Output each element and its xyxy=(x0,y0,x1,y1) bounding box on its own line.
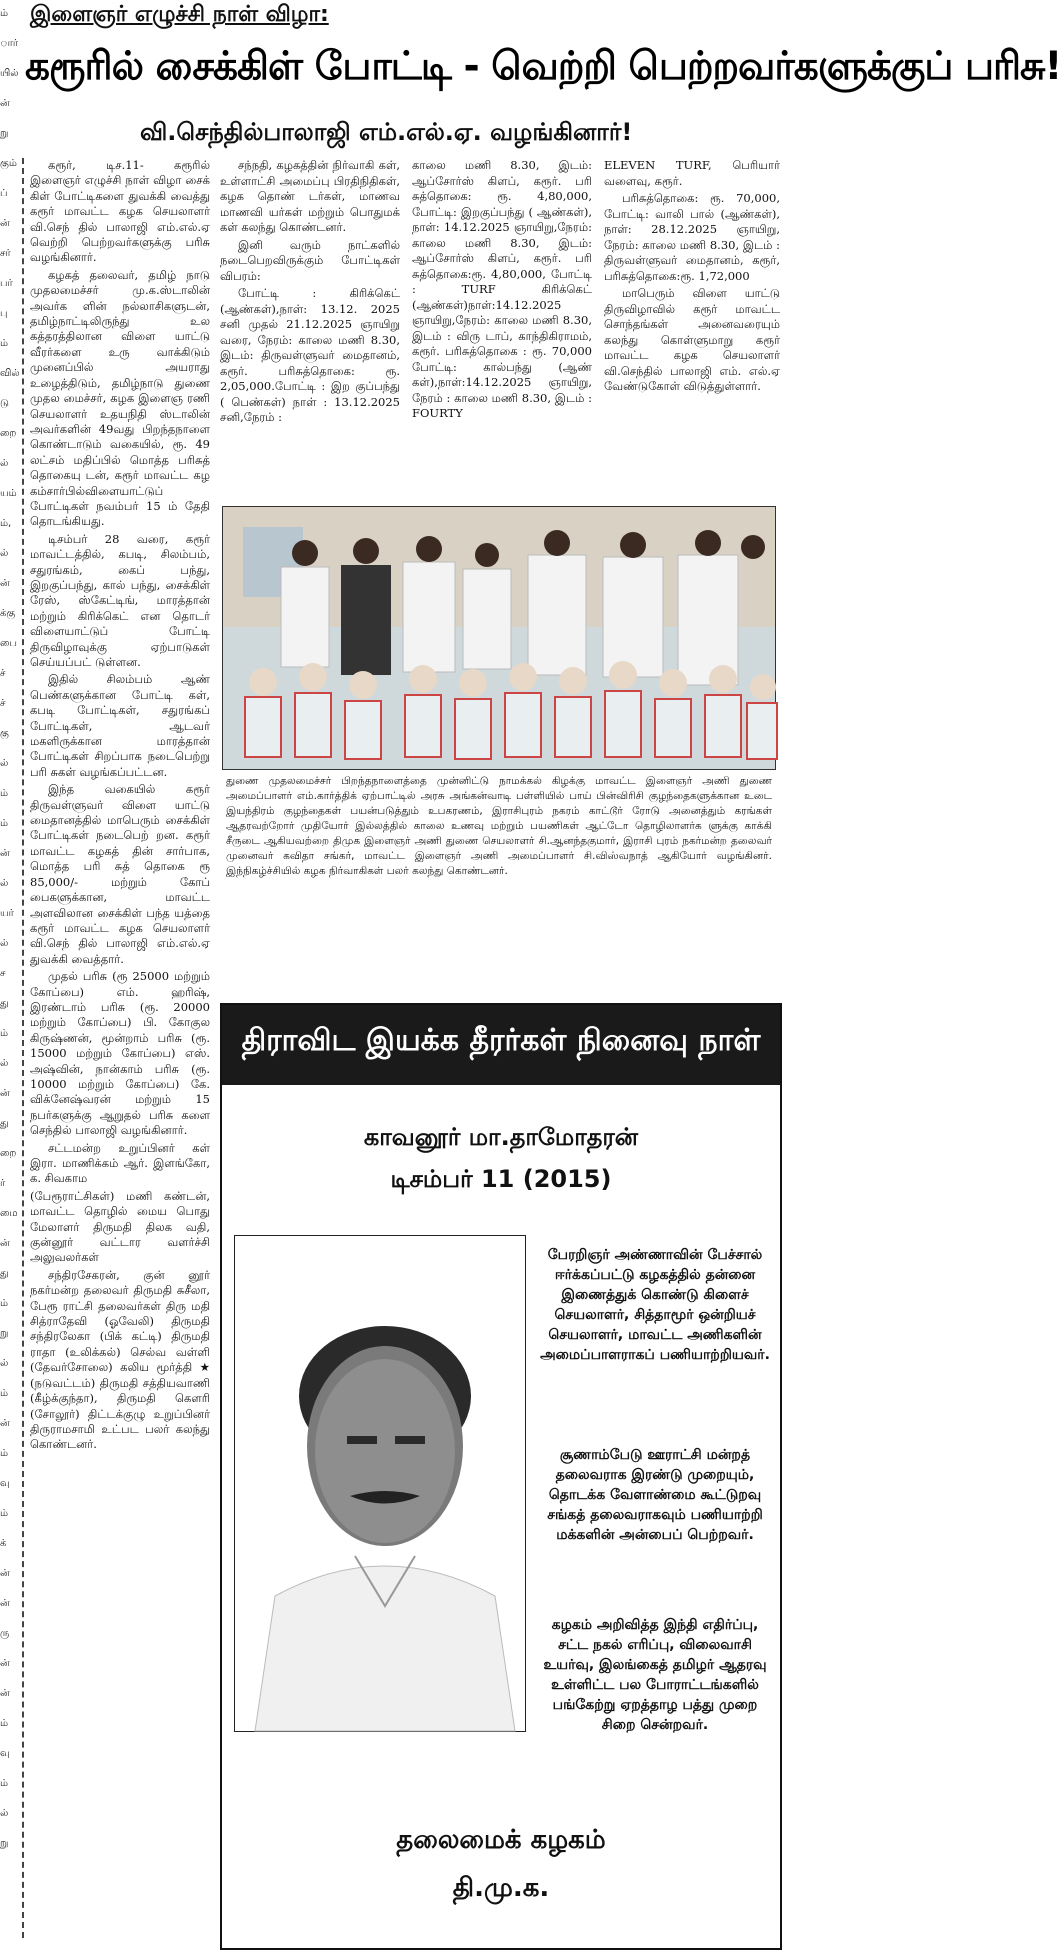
edge-fragment: ன் xyxy=(0,1598,10,1609)
edge-fragment: ன் xyxy=(0,1418,10,1429)
edge-fragment: வில் xyxy=(0,368,20,379)
col1-paragraph: சட்டமன்ற உறுப்பினர் கள் இரா. மாணிக்கம் ஆர். இளங்கோ, க. சிவகாம xyxy=(30,1140,210,1186)
memorial-signature-headquarters: தலைமைக் கழகம் xyxy=(396,1825,606,1855)
edge-fragment: ம் xyxy=(0,1028,9,1039)
edge-fragment: ம் xyxy=(0,1778,9,1789)
memorial-notice xyxy=(220,1003,782,1950)
edge-fragment: ம் xyxy=(0,788,9,799)
col2-paragraph: இனி வரும் நாட்களில் நடைபெறவிருக்கும் போட்டிகள் விபரம்: xyxy=(220,237,400,283)
news-photo xyxy=(222,506,776,770)
edge-fragment: ல் xyxy=(0,548,9,559)
col1-paragraph: டிசம்பர் 28 வரை, கரூர் மாவட்டத்தில், கபடி, சிலம்பம், சதுரங்கம், கைப் பந்து, இறகுப்பந்து, கால் பந்து, சைக்கிள் ரேஸ், ஸ்கேட்டிங், மாரத்தான் மற்றும் கிரிக்கெட் என தொடர் விளையாட்டுப் போட்டி திருவிழாவுக்கு ஏற்பாடுகள் செய்யப்பட் டுள்ளன. xyxy=(30,531,210,669)
edge-fragment: து xyxy=(0,1268,9,1279)
edge-fragment: க்கு xyxy=(0,608,16,619)
photo-caption: துணை முதலமைச்சர் பிறந்தநாளைத்தை முன்னிட்டு நாமக்கல் கிழக்கு மாவட்ட இளைஞர் அணி துணை அமைப்பாளர் எம்.கார்த்திக் ஏற்பாட்டில் அரசு அங்கன்வாடி பள்ளியில் பாய் பின்விரிசி குழந்தைகளுக்கான உடை இயந்திரம் குழந்தைகள் பயன்படுத்தும் உபகரணம், இராசிபுரம் நகரம் காட்டூர் ரோடு அனைத்தும் கரங்கள் ஆதரவற்றோர் முதியோர் இல்லத்தில் காலை உணவு மற்றும் பயணிகள் ஆட்டோ தொழிலாளர்க ளுக்கு காக்கி சீருடை ஆகியவற்றை திமுக இளைஞர் அணி துணை செயலாளர் சி.ஆனந்தகுமார், இராசி புரம் நகர்மன்ற தலைவர் முனைவர் கவிதா சங்கர், மாவட்ட இளைஞர் அணி அமைப்பாளர் சி.விஸ்வநாத் ஆகியோர் வழங்கினர். இந்நிகழ்ச்சியில் கழக நிர்வாகிகள் பலர் கலந்து கொண்டனர். xyxy=(226,775,772,877)
edge-fragment: ல் xyxy=(0,458,9,469)
edge-fragment: யில் xyxy=(0,68,19,79)
memorial-bio-2: சூணாம்பேடு ஊராட்சி மன்றத் தலைவராக இரண்டு முறையும், தொடக்க வேளாண்மை கூட்டுறவு சங்கத் தலைவராகவும் பணியாற்றி மக்களின் அன்பைப் பெற்றவர். xyxy=(547,1447,763,1543)
portrait-illustration xyxy=(235,1236,525,1731)
col4-paragraph: பரிசுத்தொகை: ரூ. 70,000, போட்டி: வாலி பால் (ஆண்கள்), நாள்: 28.12.2025 ஞாயிறு, நேரம்: காலை மணி 8.30, இடம் : திருவள்ளுவர் மைதானம், கரூர், பரிசுத்தொகை:ரூ. 1,72,000 xyxy=(604,191,780,283)
col1-paragraph: இந்த வகையில் கரூர் திருவள்ளுவர் விளை யாட்டு மைதானத்தில் மாபெரும் சைக்கிள் போட்டிகள் நடைபெற் றன. கரூர் மாவட்ட கழகத் தின் சார்பாக, மொத்த பரி சுத் தொகை ரூ 85,000/- மற்றும் கோப் பைகளுக்கான, மாவட்ட அளவிலான சைக்கிள் பந்த யத்தை கரூர் மாவட்ட கழக செயலாளர் வி.செந் தில் பாலாஜி எம்.எல்.ஏ துவக்கி வைத்தார். xyxy=(30,782,210,966)
article-headline: கரூரில் சைக்கிள் போட்டி - வெற்றி பெற்றவர்களுக்குப் பரிசு! xyxy=(25,44,1061,89)
edge-fragment: ச xyxy=(0,968,6,979)
edge-fragment: மை xyxy=(0,1208,18,1219)
col2-paragraph: போட்டி : கிரிக்கெட் (ஆண்கள்),நாள்: 13.12. 2025 சனி முதல் 21.12.2025 ஞாயிறு வரை, நேரம்: காலை மணி 8.30, இடம்: திருவள்ளுவர் மைதானம், கரூர். பரிசுத்தொகை: ரூ. 2,05,000.போட்டி : இற குப்பந்து ( பெண்கள்) நாள் : 13.12.2025 சனி,நேரம் : xyxy=(220,286,400,424)
memorial-name: காவனூர் மா.தாமோதரன் xyxy=(363,1123,639,1151)
edge-fragment: ம் xyxy=(0,818,9,829)
edge-fragment: றை xyxy=(0,1148,17,1159)
edge-fragment: ன் xyxy=(0,848,10,859)
article-subhead: வி.செந்தில்பாலாஜி எம்.எல்.ஏ. வழங்கினார்! xyxy=(140,118,633,146)
article-column-4 xyxy=(604,158,780,397)
edge-fragment: று xyxy=(0,1328,9,1339)
col4-paragraph: மாபெரும் விளை யாட்டு திருவிழாவில் கரூர் மாவட்ட சொந்தங்கள் அனைவரையும் கலந்து கொள்ளுமாறு கரூர் மாவட்ட கழக செயலாளர் வி.செந்தில் பாலாஜி எம். எல்.ஏ வேண்டுகோள் விடுத்துள்ளார். xyxy=(604,286,780,393)
edge-fragment: யர் xyxy=(0,908,14,919)
edge-fragment: றை xyxy=(0,428,17,439)
edge-fragment: டு xyxy=(0,398,9,409)
article-column-1 xyxy=(30,158,210,1455)
memorial-date: டிசம்பர் 11 (2015) xyxy=(390,1165,612,1193)
edge-fragment: ன் xyxy=(0,1088,10,1099)
edge-fragment: ல் xyxy=(0,1058,9,1069)
memorial-title: திராவிட இயக்க தீரர்கள் நினைவு நாள் xyxy=(241,1023,761,1058)
col1-paragraph: கழகத் தலைவர், தமிழ் நாடு முதலமைச்சர் மு.க.ஸ்டாலின் அவர்க ளின் நல்லாசிகளுடன், தமிழ்நாட்டிலிருந்து உல கத்தரத்திலான விளை யாட்டு வீரர்களை உரு வாக்கிடும் முனைப்பில் அயராது உழைத்திடும், தமிழ்நாடு துணை முதல மைச்சர், கழக இளைஞ ரணி செயலாளர் உதயநிதி ஸ்டாலின் அவர்களின் 49வது பிறந்தநாளை கொண்டாடும் வகையில், ரூ. 49 லட்சம் மதிப்பில் மொத்த பரிசுத் தொகையு டன், கரூர் மாவட்ட கழ கம்சார்பில்விளையாட்டுப் போட்டிகள் நவம்பர் 15 ம் தேதி தொடங்கியது. xyxy=(30,267,210,529)
col1-paragraph: (பேரூராட்சிகள்) மணி கண்டன், மாவட்ட தொழில் மைய பொது மேலாளர் திருமதி திலக வதி, குன்னூர் வட்டார வளர்ச்சி அலுவலர்கள் xyxy=(30,1188,210,1265)
edge-fragment: வு xyxy=(0,1478,10,1489)
edge-fragment: ம் xyxy=(0,1718,9,1729)
edge-fragment: ல் xyxy=(0,1808,9,1819)
edge-fragment: ம் xyxy=(0,1508,9,1519)
edge-fragment: சர் xyxy=(0,248,11,259)
col2-paragraph: சந்நதி, கழகத்தின் நிர்வாகி கள், உள்ளாட்சி அமைப்பு பிரதிநிதிகள், கழக தொண் டர்கள், மாணவ மாணவி யர்கள் மற்றும் பொதுமக் கள் கலந்து கொண்டனர். xyxy=(220,158,400,234)
edge-fragment: ச் xyxy=(0,668,6,679)
edge-fragment: ல் xyxy=(0,1358,9,1369)
edge-fragment: கு xyxy=(0,728,9,739)
edge-fragment: பை xyxy=(0,638,17,649)
edge-fragment: ன் xyxy=(0,1568,10,1579)
edge-fragment: ம் xyxy=(0,1388,9,1399)
col1-paragraph: இதில் சிலம்பம் ஆண் பெண்களுக்கான போட்டி கள், கபடி போட்டிகள், சதுரங்கப் போட்டிகள், ஆடவர் மகளிருக்கான மாரத்தான் போட்டிகள் சிறப்பாக நடைபெற்று பரி சுகள் வழங்கப்பட்டன. xyxy=(30,672,210,779)
edge-fragment: ல் xyxy=(0,878,9,889)
edge-fragment: ர் xyxy=(0,1178,6,1189)
edge-fragment: ம், xyxy=(0,518,12,529)
edge-fragment: ம் xyxy=(0,1298,9,1309)
edge-fragment: கும் xyxy=(0,158,17,169)
edge-fragment: து xyxy=(0,1118,9,1129)
edge-fragment: ம் xyxy=(0,338,9,349)
edge-fragment: ரு xyxy=(0,1628,10,1639)
edge-fragment: ன் xyxy=(0,1658,10,1669)
col1-paragraph: முதல் பரிசு (ரூ 25000 மற்றும் கோப்பை) எம். ஹரிஷ், இரண்டாம் பரிசு (ரூ. 20000 மற்றும் கோப்பை) பி. கோகுல கிருஷ்ணன், மூன்றாம் பரிசு (ரூ. 15000 மற்றும் கோப்பை) எஸ். அஷ்வின், நான்காம் பரிசு (ரூ. 10000 மற்றும் கோப்பை) கே. விக்னேஷ்வரன் மற்றும் 15 நபர்களுக்கு ஆறுதல் பரிசு களை செந்தில் பாலாஜி வழங்கினார். xyxy=(30,969,210,1138)
edge-fragment: ல் xyxy=(0,938,9,949)
article-column-2 xyxy=(220,158,400,428)
edge-fragment: ன் xyxy=(0,1688,10,1699)
edge-fragment: க் xyxy=(0,1538,7,1549)
edge-fragment: ார் xyxy=(0,38,19,49)
left-edge-fragments xyxy=(0,6,20,1946)
col3-paragraph: காலை மணி 8.30, இடம்: ஆப்சோர்ஸ் கிளப், கரூர். பரி சுத்தொகை: ரூ. 4,80,000, போட்டி: இறகுப்பந்து ( ஆண்கள்), நாள்: 14.12.2025 ஞாயிறு,நேரம்: காலை மணி 8.30, இடம்: ஆப்சோர்ஸ் கிளப், கரூர். பரி சுத்தொகை:ரூ. 4,80,000, போட்டி : TURF கிரிக்கெட் (ஆண்கள்)நாள்:14.12.2025 ஞாயிறு,நேரம்: காலை மணி 8.30, இடம் : விரு டாப், காந்திகிராமம், கரூர். பரிசுத்தொகை : ரூ. 70,000 போட்டி: கால்பந்து (ஆண் கள்),நாள்:14.12.2025 ஞாயிறு, நேரம் : காலை மணி 8.30, இடம் : FOURTY xyxy=(412,158,592,420)
edge-fragment: வு xyxy=(0,1748,10,1759)
edge-fragment: ம் xyxy=(0,8,9,19)
article-column-3 xyxy=(412,158,592,424)
edge-fragment: று xyxy=(0,128,9,139)
col1-paragraph: சந்திரசேகரன், குன் னூர் நகர்மன்ற தலைவர் திருமதி சுசீலா, பேரூ ராட்சி தலைவர்கள் திரு மதி சித்ராதேவி (ஓவேலி) திருமதி சந்திரலேகா (பிக் கட்டி) திருமதி ராதா (உலிக்கல்) செல்வ வள்ளி (தேவர்சோலை) கலிய மூர்த்தி ★ (நடுவட்டம்) திருமதி சத்தியவாணி (கீழ்க்குந்தா), திருமதி கௌரி (சோலூர்) திட்டக்குழு உறுப்பினர் திருராமசாமி உட்பட பலர் கலந்து கொண்டனர். xyxy=(30,1267,210,1452)
edge-fragment: ன் xyxy=(0,218,10,229)
memorial-bio-3: கழகம் அறிவித்த இந்தி எதிர்ப்பு, சட்ட நகல் எரிப்பு, விலைவாசி உயர்வு, இலங்கைத் தமிழர் ஆதரவு உள்ளிட்ட பல போராட்டங்களில் பங்கேற்று ஏறத்தாழ பத்து முறை சிறை சென்றவர். xyxy=(543,1617,767,1733)
edge-fragment: து xyxy=(0,998,9,1009)
edge-fragment: ன் xyxy=(0,98,10,109)
edge-fragment: று xyxy=(0,1838,9,1849)
edge-fragment: ப் xyxy=(0,188,8,199)
memorial-signature-party: தி.மு.க. xyxy=(452,1873,550,1903)
memorial-portrait xyxy=(234,1235,526,1732)
edge-fragment: ச் xyxy=(0,698,6,709)
memorial-bio-1: பேரறிஞர் அண்ணாவின் பேச்சால் ஈர்க்கப்பட்டு கழகத்தில் தன்னை இணைத்துக் கொண்டு கிளைச் செயலாளர், சித்தாமூர் ஒன்றியச் செயலாளர், மாவட்ட அணிகளின் அமைப்பாளராகப் பணியாற்றியவர். xyxy=(540,1247,770,1363)
edge-fragment: ன் xyxy=(0,1238,10,1249)
article-kicker: இளைஞர் எழுச்சி நாள் விழா: xyxy=(30,2,329,27)
edge-fragment: ல் xyxy=(0,758,9,769)
memorial-title-band xyxy=(222,1005,780,1085)
edge-fragment: பர் xyxy=(0,278,13,289)
edge-fragment: ம் xyxy=(0,1448,9,1459)
edge-fragment: ன் xyxy=(0,578,10,589)
col1-paragraph: கரூர், டிச.11- கரூரில் இளைஞர் எழுச்சி நாள் விழா சைக் கிள் போட்டிகளை துவக்கி வைத்து கரூர் மாவட்ட கழக செயலாளர் வி.செந் தில் பாலாஜி எம்.எல்.ஏ வெற்றி பெற்றவர்களுக்கு பரிசு வழங்கினார். xyxy=(30,158,210,265)
col4-paragraph: ELEVEN TURF, பெரியார் வளைவு, கரூர். xyxy=(604,158,780,188)
edge-fragment: பு xyxy=(0,308,8,319)
column-divider xyxy=(22,158,24,1938)
edge-fragment: யம் xyxy=(0,488,17,499)
group-photo-illustration xyxy=(223,507,775,769)
